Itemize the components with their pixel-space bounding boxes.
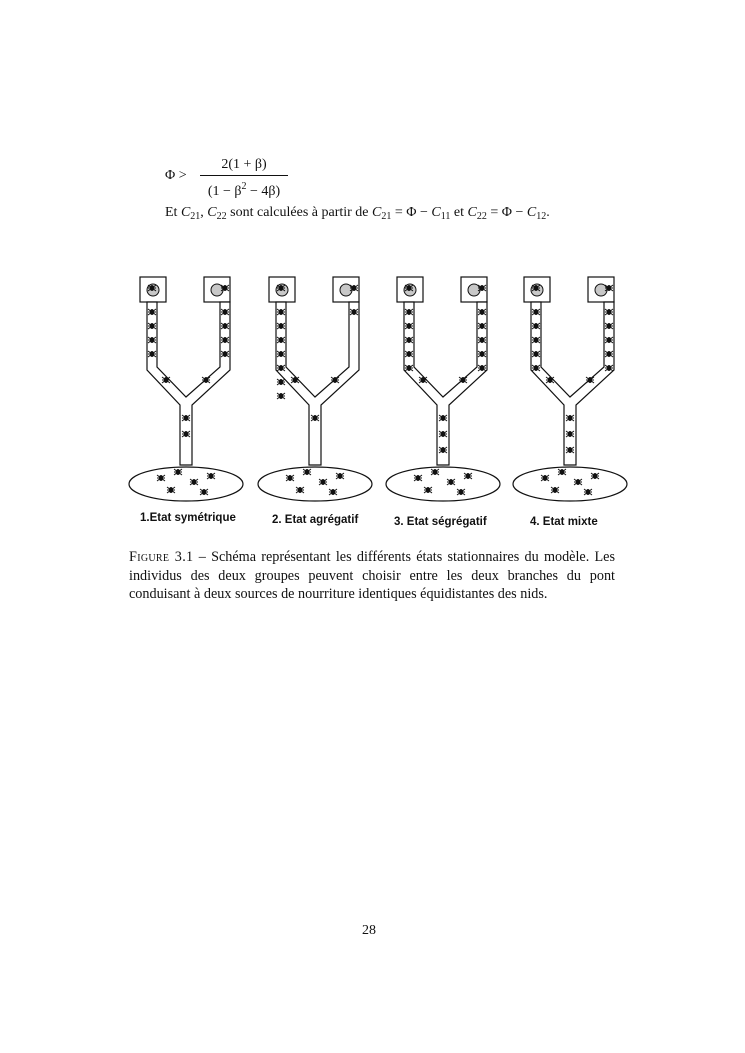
ant-icon <box>277 323 285 329</box>
ant-icon <box>405 365 413 371</box>
panel-label-agregatif: 2. Etat agrégatif <box>272 514 359 526</box>
ant-icon <box>419 377 427 383</box>
ant-icon <box>277 337 285 343</box>
sentence-prefix: Et <box>165 205 181 220</box>
ant-icon <box>532 365 540 371</box>
ant-icon <box>457 489 465 495</box>
ant-icon <box>478 365 486 371</box>
ant-icon <box>532 351 540 357</box>
ant-icon <box>148 309 156 315</box>
ant-icon <box>405 323 413 329</box>
ant-icon <box>566 447 574 453</box>
nest <box>129 467 243 501</box>
ant-icon <box>405 285 413 291</box>
sentence-middle: sont calculées à partir de <box>226 205 373 220</box>
sentence-and: et <box>450 205 468 220</box>
ant-icon <box>546 377 554 383</box>
ant-icon <box>532 337 540 343</box>
ant-icon <box>221 285 229 291</box>
ant-icon <box>182 431 190 437</box>
ant-icon <box>303 469 311 475</box>
ant-icon <box>439 431 447 437</box>
ant-icon <box>566 431 574 437</box>
ant-icon <box>439 415 447 421</box>
ant-icon <box>296 487 304 493</box>
ant-icon <box>566 415 574 421</box>
ant-icon <box>202 377 210 383</box>
eq1-rhs: C <box>431 205 441 220</box>
ant-icon <box>478 337 486 343</box>
page-number: 28 <box>362 923 376 938</box>
ant-icon <box>329 489 337 495</box>
eq2-lhs: C <box>467 205 477 220</box>
ant-icon <box>221 323 229 329</box>
ant-icon <box>532 309 540 315</box>
ant-icon <box>148 351 156 357</box>
sentence-comma: , <box>200 205 208 220</box>
sentence-end: . <box>546 205 550 220</box>
caption-figure-label: Figure 3.1 <box>129 549 194 565</box>
eq2-lhs-sub: 22 <box>476 211 487 222</box>
ant-icon <box>277 351 285 357</box>
figure-caption <box>129 548 615 604</box>
bridge-outline <box>404 302 487 465</box>
ant-icon <box>584 489 592 495</box>
bridge-outline <box>531 302 614 465</box>
ant-icon <box>558 469 566 475</box>
nest <box>513 467 627 501</box>
ant-icon <box>162 377 170 383</box>
eq1-lhs-sub: 21 <box>381 211 392 222</box>
ant-icon <box>605 365 613 371</box>
ant-icon <box>190 479 198 485</box>
ant-icon <box>424 487 432 493</box>
fraction-numerator: 2(1 + β) <box>221 157 267 172</box>
var-c21: C <box>180 205 191 220</box>
food-source-right <box>340 284 352 296</box>
ant-icon <box>447 479 455 485</box>
food-source-right <box>211 284 223 296</box>
ant-icon <box>311 415 319 421</box>
ant-icon <box>277 309 285 315</box>
ant-icon <box>605 309 613 315</box>
ant-icon <box>336 473 344 479</box>
var-c21-sub: 21 <box>190 211 201 222</box>
ant-icon <box>277 285 285 291</box>
ant-icon <box>277 393 285 399</box>
ant-icon <box>221 351 229 357</box>
ant-icon <box>286 475 294 481</box>
ant-icon <box>319 479 327 485</box>
ant-icon <box>478 285 486 291</box>
caption-text: – Schéma représentant les différents états stationnaires du modèle. Les individus des deux groupes peuvent choisir entre les deux branches du pont conduisant à deux sources de nourriture identiques équidistantes des nids. <box>129 549 615 602</box>
panel-label-mixte: 4. Etat mixte <box>530 516 598 528</box>
ant-icon <box>200 489 208 495</box>
ant-icon <box>605 323 613 329</box>
eq1-rhs-sub: 11 <box>440 211 451 222</box>
ant-icon <box>532 285 540 291</box>
ant-icon <box>350 309 358 315</box>
ant-icon <box>459 377 467 383</box>
ant-icon <box>414 475 422 481</box>
bridge-outline <box>147 302 230 465</box>
ant-icon <box>591 473 599 479</box>
eq2-mid: = Φ − <box>486 205 527 220</box>
denominator-part-a: (1 − β <box>207 184 242 199</box>
ant-icon <box>478 309 486 315</box>
ant-icon <box>148 323 156 329</box>
ant-icon <box>167 487 175 493</box>
var-c22: C <box>207 205 217 220</box>
ant-icon <box>405 351 413 357</box>
bridge-outline <box>276 302 359 465</box>
eq1-mid: = Φ − <box>391 205 432 220</box>
ant-icon <box>405 309 413 315</box>
ant-icon <box>586 377 594 383</box>
ant-icon <box>182 415 190 421</box>
ant-icon <box>148 285 156 291</box>
ant-icon <box>439 447 447 453</box>
ant-icon <box>478 351 486 357</box>
ant-icon <box>541 475 549 481</box>
ant-icon <box>174 469 182 475</box>
ant-icon <box>431 469 439 475</box>
ant-icon <box>532 323 540 329</box>
denominator-exponent: 2 <box>241 181 247 192</box>
ant-icon <box>221 337 229 343</box>
eq2-rhs-sub: 12 <box>536 211 547 222</box>
ant-icon <box>277 379 285 385</box>
ant-icon <box>551 487 559 493</box>
nest <box>258 467 372 501</box>
ant-icon <box>350 285 358 291</box>
food-source-right <box>595 284 607 296</box>
ant-icon <box>148 337 156 343</box>
ant-icon <box>464 473 472 479</box>
equation-lhs: Φ > <box>165 168 187 183</box>
ant-icon <box>405 337 413 343</box>
ant-icon <box>478 323 486 329</box>
ant-icon <box>277 365 285 371</box>
ant-icon <box>291 377 299 383</box>
ant-icon <box>605 351 613 357</box>
var-c22-sub: 22 <box>216 211 227 222</box>
panel-label-segregatif: 3. Etat ségrégatif <box>394 516 487 528</box>
eq1-lhs: C <box>372 205 382 220</box>
ant-icon <box>157 475 165 481</box>
ant-icon <box>605 285 613 291</box>
panel-label-symetrique: 1.Etat symétrique <box>140 512 236 524</box>
ant-icon <box>221 309 229 315</box>
ant-icon <box>605 337 613 343</box>
ant-icon <box>574 479 582 485</box>
nest <box>386 467 500 501</box>
ant-icon <box>207 473 215 479</box>
denominator-part-b: − 4β) <box>246 184 281 199</box>
eq2-rhs: C <box>526 205 537 220</box>
ant-icon <box>331 377 339 383</box>
food-source-right <box>468 284 480 296</box>
